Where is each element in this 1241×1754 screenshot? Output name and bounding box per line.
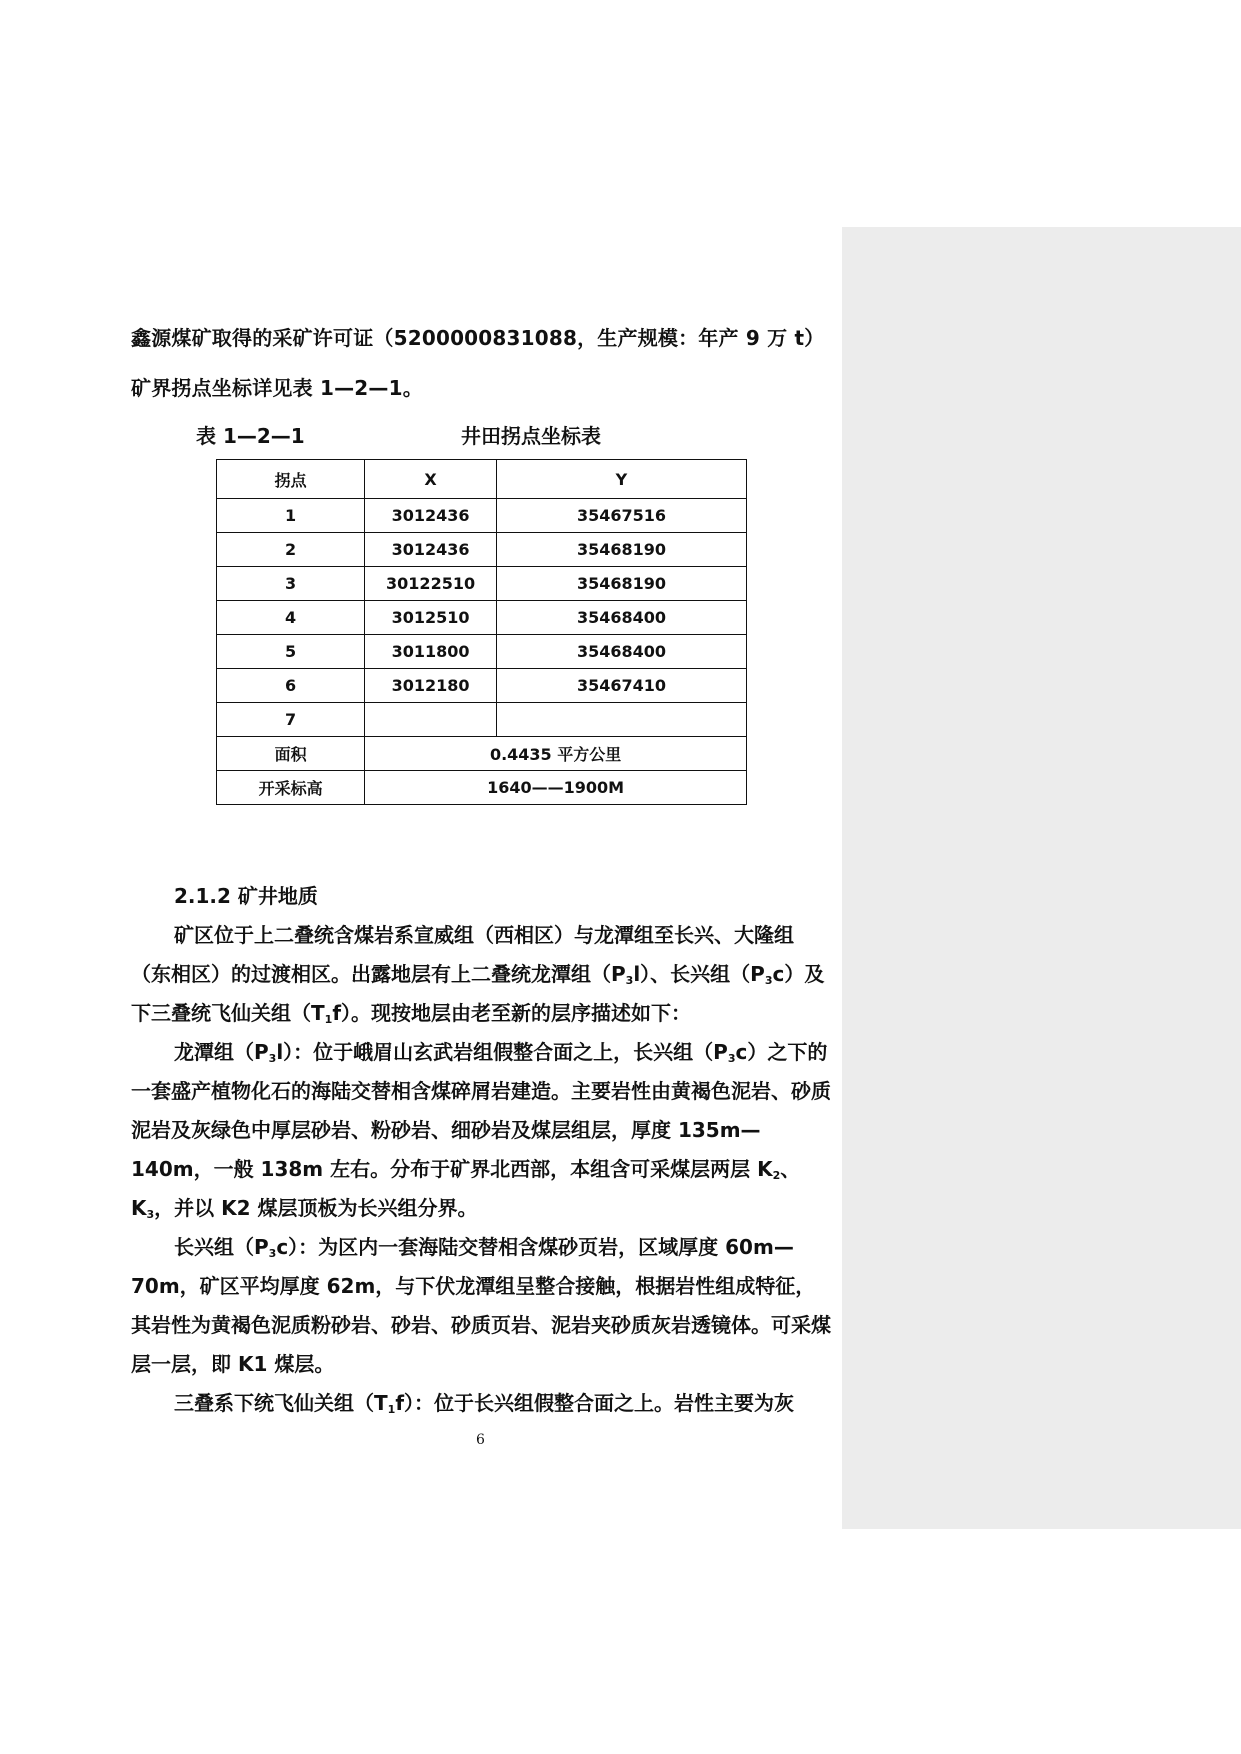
- table-caption-number: 表 1—2—1: [196, 424, 305, 448]
- cell-y: 35468190: [496, 567, 746, 601]
- header-x: X: [365, 460, 497, 499]
- table-row: [217, 499, 747, 533]
- cell-point: 5: [217, 635, 365, 669]
- header-y: Y: [496, 460, 746, 499]
- intro-line-1: 鑫源煤矿取得的采矿许可证（5200000831088，生产规模：年产 9 万 t）: [131, 326, 825, 350]
- intro-line-2: 矿界拐点坐标详见表 1—2—1。: [131, 376, 423, 400]
- table-row: [217, 669, 747, 703]
- cell-y: 35468400: [496, 635, 746, 669]
- cell-x: 3012180: [365, 669, 497, 703]
- paragraph-longtan: 龙潭组$(P_3l)$：位于峨眉山玄武岩组假整合面之上，长兴组$(P_3c)$之下的一套盛产植物化石的海陆交替相含煤碎屑岩建造。主要岩性由黄褐色泥岩、砂质泥岩及灰绿色中厚层砂岩、粉砂岩、细砂岩及煤层组层，厚度 135m—140m，一般 138m 左右。分布于矿界北西部，本组含可采煤层两层 $K_2$、$K_3$，并以 K2 煤层顶板为长兴组分界。: [131, 1040, 831, 1221]
- cell-point: 7: [217, 703, 365, 737]
- elevation-row: [217, 771, 747, 805]
- header-point: 拐点: [217, 460, 365, 499]
- table-row: [217, 703, 747, 737]
- section-heading: 2.1.2 矿井地质: [174, 884, 318, 908]
- paragraph-overview: 矿区位于上二叠统含煤岩系宣威组（西相区）与龙潭组至长兴、大隆组（东相区）的过渡相区。出露地层有上二叠统龙潭组$(P_3l)$、长兴组$(P_3c)$及下三叠统飞仙关组$(T_1f)$。现按地层由老至新的层序描述如下：: [131, 923, 825, 1026]
- table-row: [217, 533, 747, 567]
- cell-point: 2: [217, 533, 365, 567]
- cell-point: 1: [217, 499, 365, 533]
- comment-pane: [842, 227, 1241, 1529]
- coordinate-table: [216, 459, 747, 805]
- cell-y: 35468400: [496, 601, 746, 635]
- page-number: 6: [476, 1432, 485, 1448]
- cell-y: 35468190: [496, 533, 746, 567]
- cell-x: 30122510: [365, 567, 497, 601]
- elevation-label: 开采标高: [217, 771, 365, 805]
- cell-y: 35467410: [496, 669, 746, 703]
- cell-point: 3: [217, 567, 365, 601]
- elevation-value: 1640——1900M: [365, 771, 747, 805]
- area-value: 0.4435 平方公里: [365, 737, 747, 771]
- cell-x: [365, 703, 497, 737]
- cell-y: [496, 703, 746, 737]
- paragraph-feixianguan: 三叠系下统飞仙关组$(T_1f)$：位于长兴组假整合面之上。岩性主要为灰: [174, 1391, 795, 1416]
- table-header-row: [217, 460, 747, 499]
- cell-x: 3012510: [365, 601, 497, 635]
- cell-x: 3012436: [365, 499, 497, 533]
- area-row: [217, 737, 747, 771]
- cell-y: 35467516: [496, 499, 746, 533]
- cell-x: 3012436: [365, 533, 497, 567]
- cell-x: 3011800: [365, 635, 497, 669]
- table-row: [217, 635, 747, 669]
- cell-point: 6: [217, 669, 365, 703]
- table-caption-title: 井田拐点坐标表: [461, 424, 601, 448]
- table-row: [217, 567, 747, 601]
- cell-point: 4: [217, 601, 365, 635]
- table-row: [217, 601, 747, 635]
- area-label: 面积: [217, 737, 365, 771]
- paragraph-changxing: 长兴组$(P_3c)$：为区内一套海陆交替相含煤砂页岩，区域厚度 60m—70m，矿区平均厚度 62m，与下伏龙潭组呈整合接触，根据岩性组成特征，其岩性为黄褐色泥质粉砂岩、砂岩、砂质页岩、泥岩夹砂质灰岩透镜体。可采煤层一层，即 K1 煤层。: [131, 1235, 831, 1376]
